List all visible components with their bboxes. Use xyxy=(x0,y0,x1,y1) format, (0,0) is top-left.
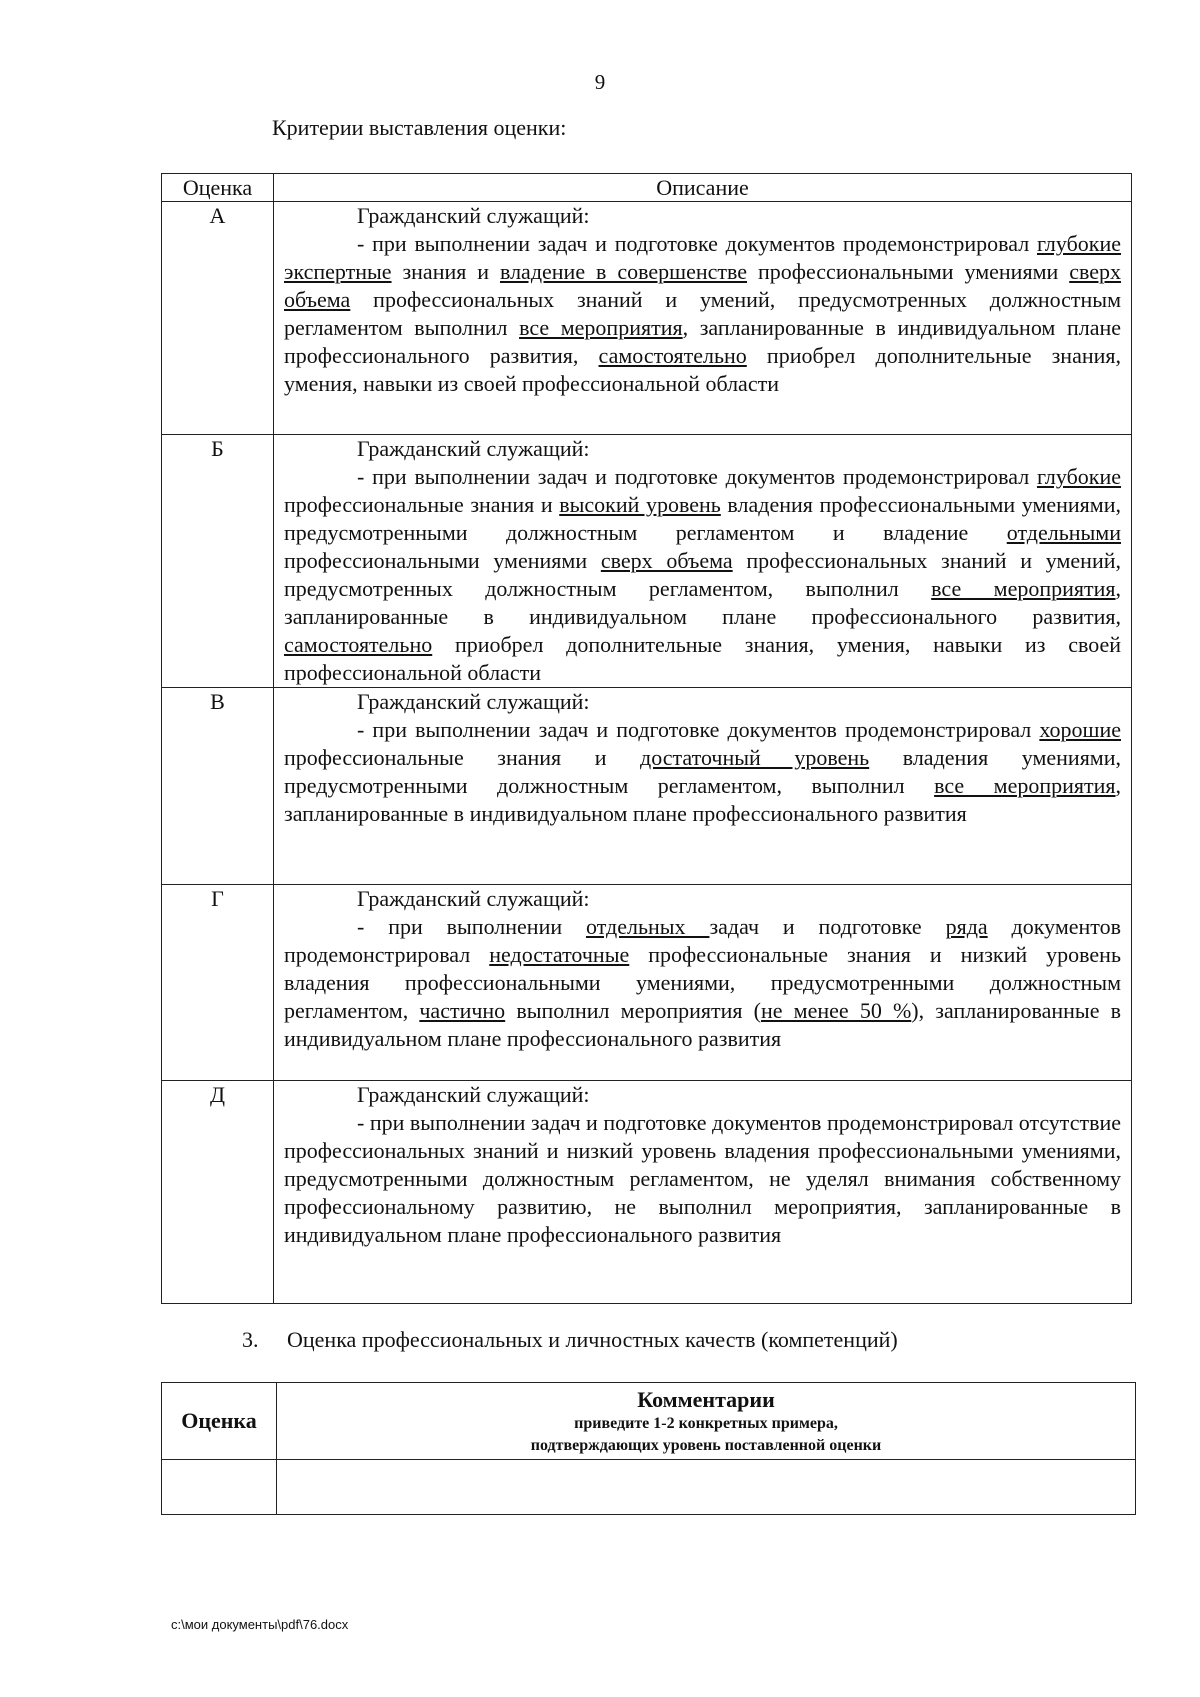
emphasis: сверх объема xyxy=(600,548,733,573)
emphasis: частично xyxy=(419,998,506,1023)
description-cell xyxy=(274,435,1132,688)
competency-header-row xyxy=(162,1383,1136,1460)
criteria-row xyxy=(162,688,1132,885)
section-heading: Оценка профессиональных и личностных качеств (компетенций) xyxy=(287,1327,898,1352)
criteria-heading: Критерии выставления оценки: xyxy=(272,115,567,140)
description-text: - при выполнении задач и подготовке документов продемонстрировал глубокие экспертные знания и владение в совершенстве профессиональными умениями сверх объема профессиональных знаний и умений, предусмотренных должностным регламентом выполнил все мероприятия, запланированные в индивидуальном плане профессионального развития, самостоятельно приобрел дополнительные знания, умения, навыки из своей профессиональной области xyxy=(284,231,1121,396)
comments-hint-line: приведите 1-2 конкретных примера, xyxy=(574,1415,838,1432)
competency-entry-row xyxy=(162,1460,1136,1515)
emphasis: самостоятельно xyxy=(598,343,747,368)
emphasis: глубокие xyxy=(1036,464,1121,489)
emphasis: недостаточные xyxy=(489,942,630,967)
emphasis: достаточный уровень xyxy=(640,745,870,770)
criteria-table xyxy=(161,173,1132,1304)
competency-table xyxy=(161,1382,1136,1515)
grade-cell: А xyxy=(162,202,274,435)
emphasis: не менее 50 % xyxy=(760,998,912,1023)
emphasis: хорошие xyxy=(1039,717,1121,742)
comments-title: Комментарии xyxy=(637,1387,775,1412)
description-cell xyxy=(274,688,1132,885)
emphasis: высокий уровень xyxy=(559,492,721,517)
footer-file-path: c:\мои документы\pdf\76.docx xyxy=(171,1617,349,1632)
comments-hint-line: подтверждающих уровень поставленной оценки xyxy=(530,1437,882,1454)
grade-entry-cell[interactable] xyxy=(162,1460,277,1515)
grade-cell: Б xyxy=(162,435,274,688)
page-number: 9 xyxy=(594,70,606,94)
description-heading: Гражданский служащий: xyxy=(357,886,590,911)
criteria-row xyxy=(162,885,1132,1081)
description-column-header: Описание xyxy=(274,174,1132,202)
description-heading: Гражданский служащий: xyxy=(357,436,590,461)
emphasis: все мероприятия xyxy=(519,315,683,340)
emphasis: все мероприятия xyxy=(931,576,1116,601)
emphasis: владение в совершенстве xyxy=(499,259,748,284)
emphasis: отдельных xyxy=(586,914,710,939)
description-cell xyxy=(274,885,1132,1081)
section-number: 3. xyxy=(242,1327,259,1352)
criteria-row xyxy=(162,1081,1132,1304)
emphasis: ряда xyxy=(945,914,988,939)
description-heading: Гражданский служащий: xyxy=(357,1082,590,1107)
grade-column-header: Оценка xyxy=(162,174,274,202)
description-text: - при выполнении задач и подготовке документов продемонстрировал отсутствие профессиональных знаний и низкий уровень владения профессиональными умениями, предусмотренными должностным регламентом, не уделял внимания собственному профессиональному развитию, не выполнил мероприятия, запланированные в индивидуальном плане профессионального развития xyxy=(284,1110,1121,1247)
comments-entry-cell[interactable] xyxy=(277,1460,1136,1515)
comments-column-header xyxy=(277,1383,1136,1460)
criteria-header-row xyxy=(162,174,1132,202)
grade-cell: Д xyxy=(162,1081,274,1304)
emphasis: отдельными xyxy=(1006,520,1121,545)
criteria-row xyxy=(162,202,1132,435)
description-cell xyxy=(274,202,1132,435)
grade-cell: Г xyxy=(162,885,274,1081)
criteria-row xyxy=(162,435,1132,688)
description-text: - при выполнении отдельных задач и подготовке ряда документов продемонстрировал недостаточные профессиональные знания и низкий уровень владения профессиональными умениями, предусмотренными должностным регламентом, частично выполнил мероприятия (не менее 50 %), запланированные в индивидуальном плане профессионального развития xyxy=(284,914,1121,1051)
description-cell xyxy=(274,1081,1132,1304)
description-heading: Гражданский служащий: xyxy=(357,689,590,714)
grade-column-header: Оценка xyxy=(162,1383,277,1460)
grade-cell: В xyxy=(162,688,274,885)
emphasis: самостоятельно xyxy=(284,632,433,657)
description-text: - при выполнении задач и подготовке документов продемонстрировал хорошие профессиональные знания и достаточный уровень владения умениями, предусмотренными должностным регламентом, выполнил все мероприятия, запланированные в индивидуальном плане профессионального развития xyxy=(284,717,1122,826)
description-text: - при выполнении задач и подготовке документов продемонстрировал глубокие профессиональные знания и высокий уровень владения профессиональными умениями, предусмотренными должностным регламентом и владение отдельными профессиональными умениями сверх объема профессиональных знаний и умений, предусмотренных должностным регламентом, выполнил все мероприятия, запланированные в индивидуальном плане профессионального развития, самостоятельно приобрел дополнительные знания, умения, навыки из своей профессиональной области xyxy=(284,464,1122,685)
emphasis: сверх объема xyxy=(284,259,1121,312)
emphasis: глубокие экспертные xyxy=(284,231,1121,284)
section-title xyxy=(242,1327,898,1353)
emphasis: все мероприятия xyxy=(934,773,1116,798)
description-heading: Гражданский служащий: xyxy=(357,203,590,228)
